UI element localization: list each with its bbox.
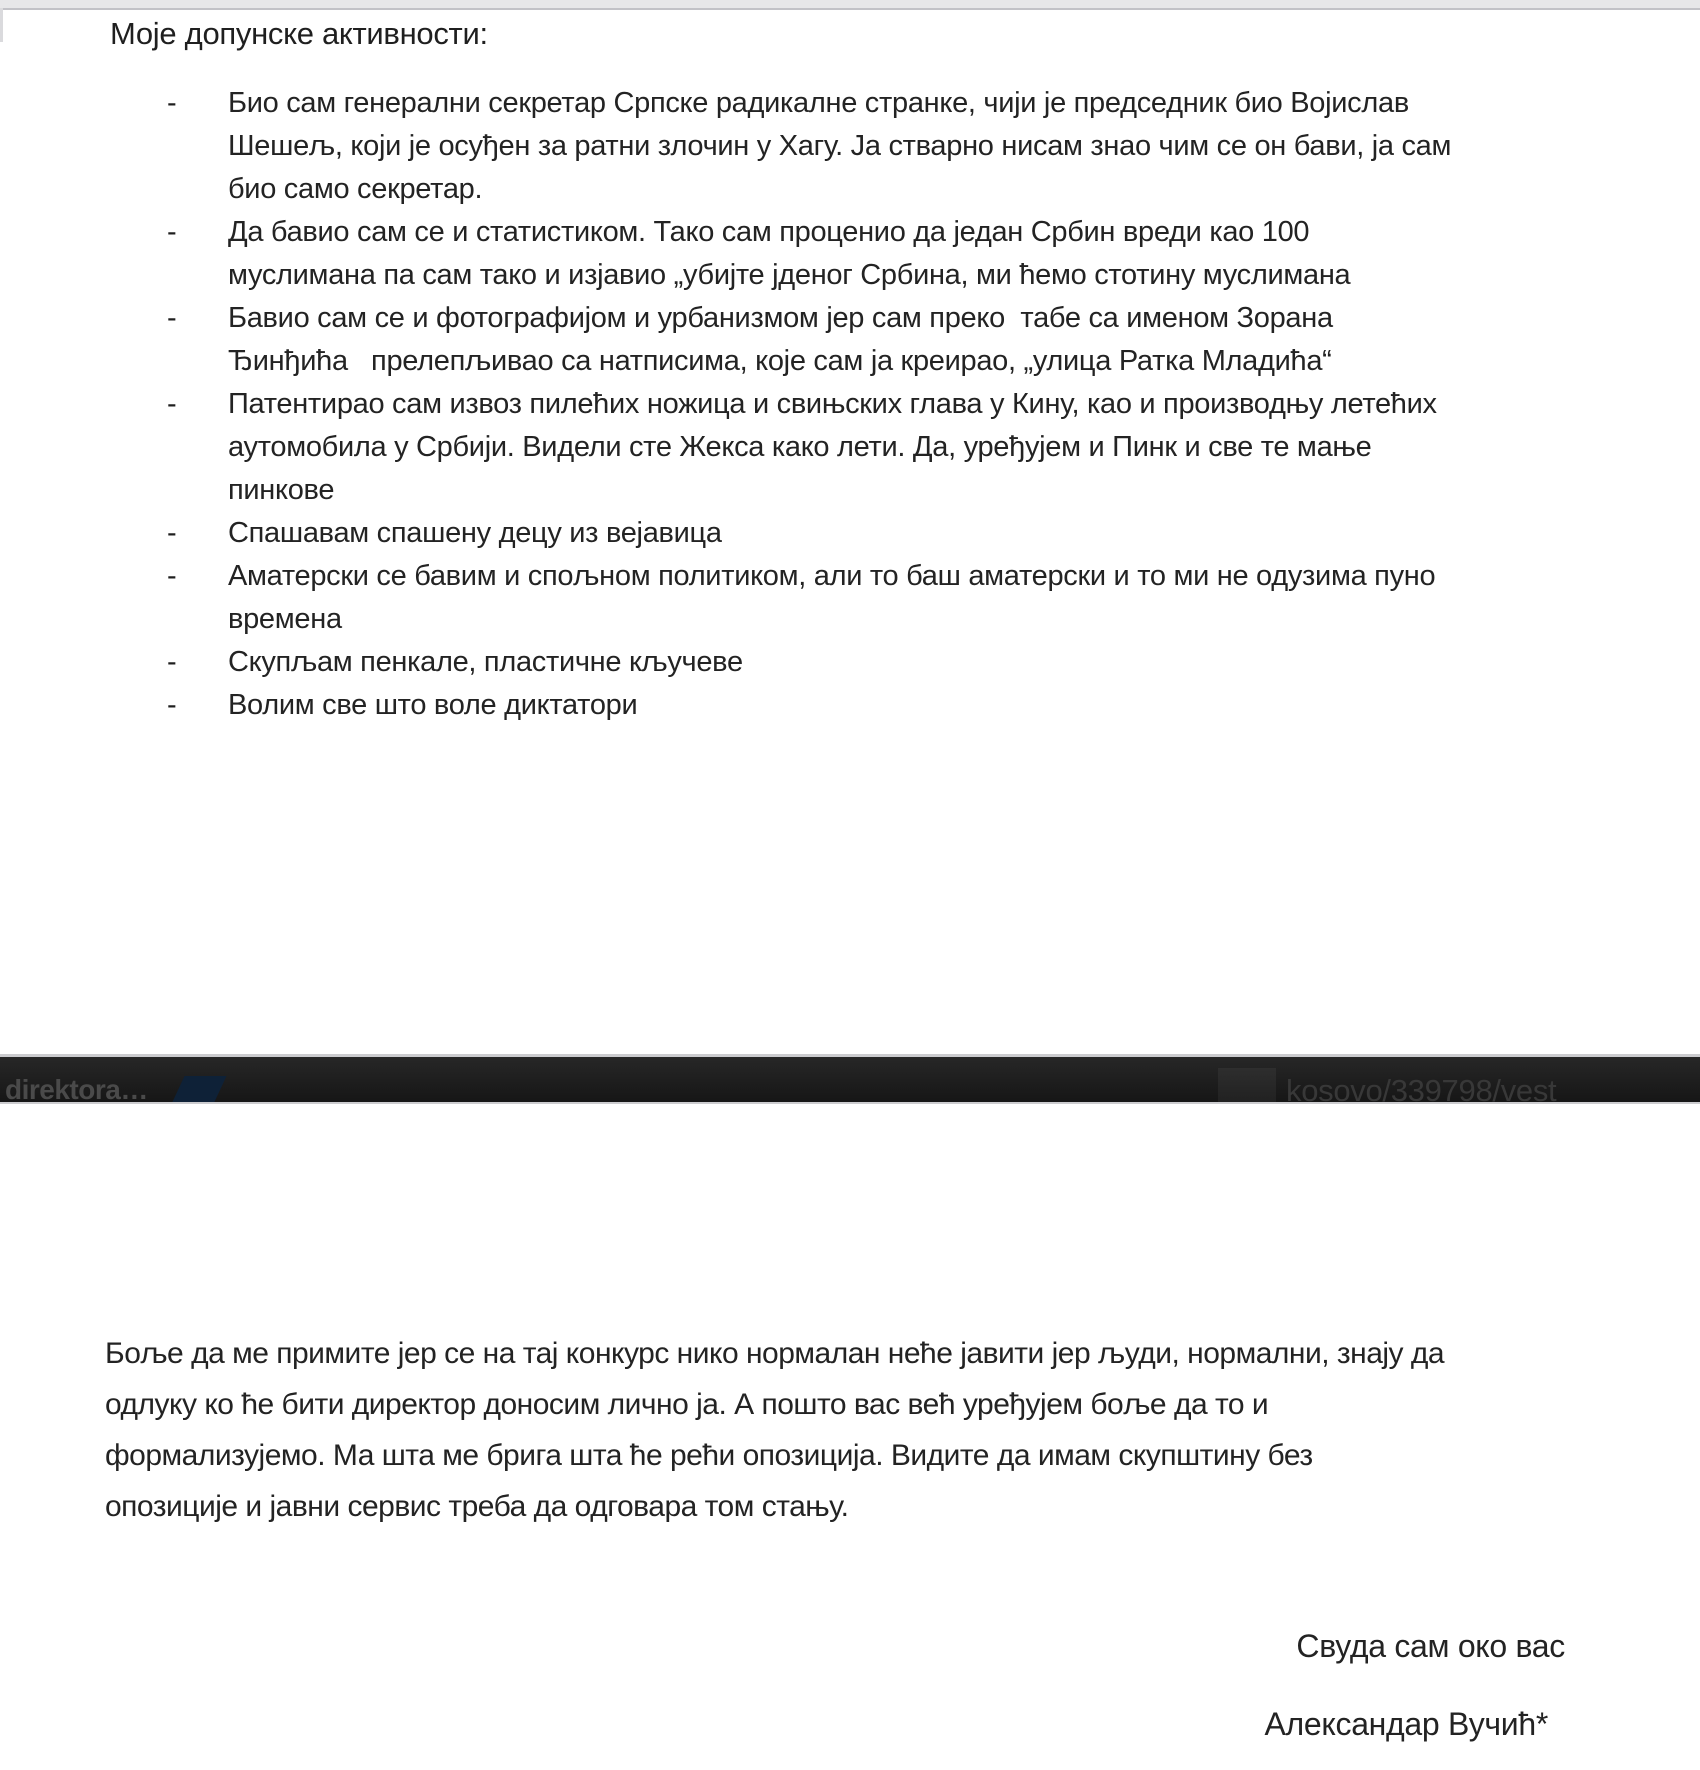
page-title: Моје допунске активности:	[110, 16, 488, 51]
closing-paragraph-line: опозиције и јавни сервис треба да одговара том стању.	[105, 1490, 849, 1523]
bullet-dash: -	[167, 302, 177, 334]
list-item-line: муслимана па сам тако и изјавио „убијте јденог Србина, ми ћемо стотину муслимана	[228, 259, 1351, 291]
list-item-line: времена	[228, 603, 342, 635]
list-item	[167, 684, 1451, 727]
overlay-bar-accent-shape	[171, 1076, 226, 1104]
closing-paragraph	[105, 1328, 1444, 1532]
bullet-dash: -	[167, 216, 177, 248]
list-item-line: Бавио сам се и фотографијом и урбанизмом јер сам преко табе са именом Зорана	[228, 302, 1333, 334]
list-item-line: Спашавам спашену децу из вејавица	[228, 517, 722, 549]
list-item	[167, 211, 1451, 297]
list-item-line: Волим све што воле диктатори	[228, 689, 638, 721]
list-item	[167, 512, 1451, 555]
list-item-line: аутомобила у Србији. Видели сте Жекса како лети. Да, уређујем и Пинк и све те мање	[228, 431, 1372, 463]
list-item-text	[228, 82, 1451, 211]
list-item-line: Да бавио сам се и статистиком. Тако сам проценио да један Србин вреди као 100	[228, 216, 1310, 248]
overlay-bar-url-text: kosovo/339798/vest	[1286, 1073, 1557, 1104]
list-item-text	[228, 383, 1437, 512]
signature-tagline: Свуда сам око вас	[1296, 1628, 1565, 1664]
list-item-text	[228, 512, 722, 555]
bullet-dash: -	[167, 517, 177, 549]
list-item	[167, 555, 1451, 641]
overlay-bar[interactable]	[0, 1054, 1700, 1104]
overlay-bar-highlight	[1218, 1068, 1276, 1102]
left-edge-chrome	[0, 8, 3, 42]
list-item-text	[228, 211, 1350, 297]
bullet-dash: -	[167, 646, 177, 678]
bullet-dash: -	[167, 87, 177, 119]
list-item-text	[228, 297, 1333, 383]
bullet-dash: -	[167, 560, 177, 592]
list-item-text	[228, 684, 637, 727]
list-item-line: Био сам генерални секретар Српске радикалне странке, чији је председник био Војислав	[228, 87, 1409, 119]
list-item-line: Скупљам пенкале, пластичне кључеве	[228, 646, 743, 678]
closing-paragraph-line: одлуку ко ће бити директор доносим лично ја. А пошто вас већ уређујем боље да то и	[105, 1388, 1269, 1421]
signature-name: Александар Вучић*	[1264, 1706, 1548, 1742]
list-item	[167, 297, 1451, 383]
activities-list	[167, 82, 1451, 727]
closing-paragraph-line: формализујемо. Ма шта ме брига шта ће рећи опозиција. Видите да имам скупштину без	[105, 1439, 1313, 1472]
list-item-line: Аматерски се бавим и спољном политиком, али то баш аматерски и то ми не одузима пуно	[228, 560, 1436, 592]
overlay-bar-left-label: direktora…	[5, 1074, 148, 1104]
top-edge-chrome	[0, 0, 1700, 10]
closing-paragraph-line: Боље да ме примите јер се на тај конкурс нико нормалан неће јавити јер људи, нормални, знају да	[105, 1337, 1445, 1370]
list-item-line: пинкове	[228, 474, 335, 506]
list-item-line: Ђинђића прелепљивао са натписима, које сам ја креирао, „улица Ратка Младића“	[228, 345, 1332, 377]
list-item-line: Шешељ, који је осуђен за ратни злочин у Хагу. Ја стварно нисам знао чим се он бави, ја сам	[228, 130, 1452, 162]
bullet-dash: -	[167, 689, 177, 721]
list-item-text	[228, 555, 1435, 641]
list-item-line: био само секретар.	[228, 173, 483, 205]
list-item-line: Патентирао сам извоз пилећих ножица и свињских глава у Кину, као и производњу летећих	[228, 388, 1437, 420]
list-item	[167, 641, 1451, 684]
list-item	[167, 383, 1451, 512]
bullet-dash: -	[167, 388, 177, 420]
list-item-text	[228, 641, 743, 684]
list-item	[167, 82, 1451, 211]
